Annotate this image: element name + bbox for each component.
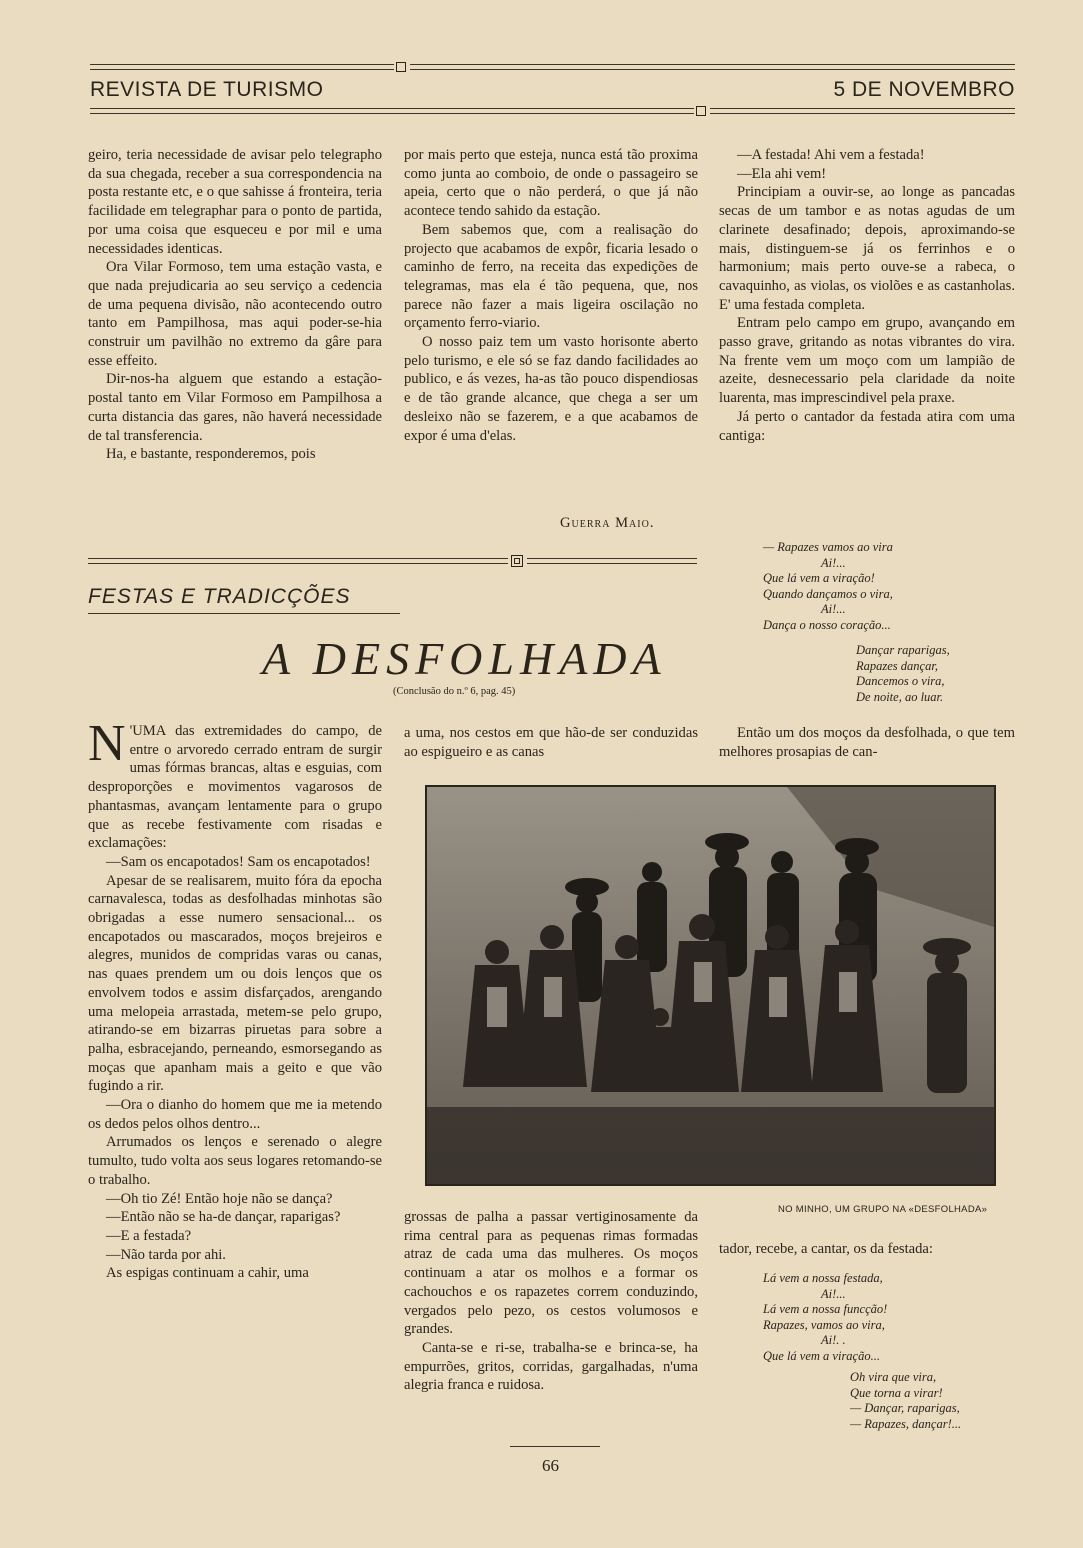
section-divider-left [88, 558, 508, 564]
song-verse-4 [850, 1370, 1020, 1432]
paragraph: Apesar de se realisarem, muito fóra da epocha carnavalesca, todas as desfolhadas minhotas são obrigadas a esse numero sensacional... os encapotados ou mascarados, moços brejeiros e alegres, munidos de compridas varas ou canas, nas quaes prendem um ou dois lenços que os envolvem todos e assim disfarçados, arengando uma melopeia arrastada, metem-se pelo grupo, atirando-se em bizarras piruetas para sobre a palha, esbracejando, perneando, esmorsegando as moças que apanham mais a geito e que vão fugindo a rir. [88, 872, 382, 1095]
footer-rule [510, 1446, 600, 1447]
paragraph: Bem sabemos que, com a realisação do projecto que acabamos de expôr, ficaria lesado o caminho de ferro, na receita das expedições de telegramas, mas ela é tão pequena, que, nos parece não fazer a mais ligeira oscilação no orçamento ferro-viario. [404, 221, 698, 332]
verse-line: — Dançar, raparigas, [850, 1401, 960, 1415]
paragraph: —Então não se ha-de dançar, raparigas? [106, 1209, 341, 1226]
paragraph: a uma, nos cestos em que hão-de ser conduzidas ao espigueiro e as canas [404, 725, 698, 760]
verse-line: Rapazes, vamos ao vira, [763, 1317, 885, 1332]
page-number: 66 [542, 1456, 559, 1475]
paragraph-text: 'UMA das extremidades do campo, de entre o arvoredo cerrado entram de surgir umas fórmas brancas, altas e esguias, com desproporções e movimentos vagarosos de phantasmas, avançam lentamente para o grupo que as recebe festivamente com risadas e exclamações: [88, 723, 382, 852]
song-verse-1 [763, 540, 943, 633]
header-rule-bottom-right [710, 108, 1015, 114]
section-label: FESTAS E TRADICÇÕES [88, 585, 351, 608]
paragraph: —Ela ahi vem! [737, 165, 827, 182]
verse-line: — Rapazes, dançar!... [850, 1416, 962, 1431]
paragraph: —Sam os encapotados! Sam os encapotados! [106, 853, 371, 870]
paragraph: Dir-nos-ha alguem que estando a estação-postal tanto em Vilar Formoso em Pampilhosa a curta distancia das gares, não haverá necessidade de tal transferencia. [88, 371, 382, 444]
verse-line: Lá vem a nossa funcção! [763, 1302, 888, 1316]
header-rule-left [90, 64, 394, 70]
paragraph: —E a festada? [106, 1227, 192, 1244]
paragraph: —Não tarda por ahi. [106, 1246, 226, 1263]
verse-line: De noite, ao luar. [856, 689, 944, 704]
verse-line: Ai!... [821, 555, 846, 570]
main-article-column-3-bottom [719, 1240, 1015, 1259]
top-article-column-3 [719, 146, 1015, 445]
verse-line: Ai!. . [821, 1333, 846, 1347]
header-rule-bottom-left [90, 108, 694, 114]
paragraph: Arrumados os lenços e serenado o alegre tumulto, tudo volta aos seus logares retomando-se o trabalho. [88, 1134, 382, 1188]
verse-line: Ai!... [821, 1286, 846, 1301]
paragraph: Entram pelo campo em grupo, avançando em passo grave, gritando as notas vibrantes do vira. Na frente vem um moço com um lampião de azeite, desnecessario pela claridade da noite luarenta, mas imprescindivel pela praxe. [719, 315, 1015, 407]
author-signature: Guerra Maio. [560, 515, 655, 531]
verse-line: Dançar raparigas, [856, 643, 950, 657]
verse-line: — Rapazes vamos ao vira [763, 540, 893, 554]
paragraph: grossas de palha a passar vertiginosamente da rima central para as pequenas rimas formadas atraz de cada uma das mulheres. Os moços continuam a atar os molhos e a formar os cachouchos e os rapazetes correm conduzindo, vergados pelo pezo, os cestos volumosos e grandes. [404, 1209, 698, 1338]
ornament-square [511, 555, 523, 567]
verse-line: Rapazes dançar, [856, 658, 938, 673]
paragraph: geiro, teria necessidade de avisar pelo telegrapho da sua chegada, receber a sua correspondencia na posta restante etc, e o que sahisse á fronteira, teria facilidade em telegraphar para o ponto de partida, por uma coisa que esqueceu e por mil e uma necessidades identicas. [88, 147, 382, 257]
publication-title: REVISTA DE TURISMO [90, 78, 324, 101]
paragraph: Ora Vilar Formoso, tem uma estação vasta, e que nada prejudicaria ao seu serviço a cedencia de uma pequena divisão, não acontecendo outro tanto em Pampilhosa, mas aqui poder-se-hia construir um pavilhão no extremo da gâre para esse effeito. [88, 259, 382, 369]
opening-paragraph [88, 715, 382, 853]
main-article-column-3-top [719, 724, 1015, 761]
top-article-column-2 [404, 146, 698, 445]
continuation-note: (Conclusão do n.º 6, pag. 45) [393, 686, 516, 697]
section-label-underline [88, 613, 400, 614]
verse-line: Dança o nosso coração... [763, 617, 891, 632]
paragraph: —Oh tio Zé! Então hoje não se dança? [106, 1190, 333, 1207]
verse-line: Dancemos o vira, [856, 674, 945, 688]
paragraph: Já perto o cantador da festada atira com uma cantiga: [719, 408, 1015, 444]
photo-caption: NO MINHO, UM GRUPO NA «DESFOLHADA» [778, 1204, 988, 1215]
main-article-column-2-bottom [404, 1208, 698, 1395]
header-rule-right [410, 64, 1015, 70]
verse-line: Ai!... [821, 602, 846, 616]
main-article-column-1 [88, 715, 382, 1283]
paragraph: Principiam a ouvir-se, ao longe as pancadas secas de um tambor e as notas agudas de um clarinete desafinado; depois, aproximando-se mais, distinguem-se já os ferrinhos e o harmonium; mais perto ouve-se a rabeca, o cavaquinho, as violas, os violões e as castanholas. E' uma festada completa. [719, 184, 1015, 313]
main-article-column-2-top [404, 724, 698, 761]
ornament-square [396, 62, 406, 72]
paragraph: Canta-se e ri-se, trabalha-se e brinca-se, ha empurrões, gritos, corridas, gargalhadas, n'uma alegria franca e ruidosa. [404, 1339, 698, 1394]
song-verse-2 [856, 643, 996, 705]
paragraph: —A festada! Ahi vem a festada! [737, 147, 925, 163]
verse-line: Quando dançamos o vira, [763, 586, 893, 601]
drop-cap: N [88, 715, 126, 772]
group-photograph [425, 785, 996, 1186]
paragraph: —Ora o dianho do homem que me ia metendo os dedos pelos olhos dentro... [88, 1097, 382, 1132]
verse-line: Oh vira que vira, [850, 1370, 937, 1384]
verse-line: Que lá vem a viração! [763, 571, 875, 585]
verse-line: Lá vem a nossa festada, [763, 1271, 883, 1285]
paragraph: Ha, e bastante, responderemos, pois [106, 446, 316, 463]
issue-date: 5 DE NOVEMBRO [833, 78, 1015, 101]
verse-line: Que lá vem a viração... [763, 1348, 880, 1363]
paragraph: tador, recebe, a cantar, os da festada: [719, 1241, 933, 1257]
top-article-column-1 [88, 146, 382, 464]
verse-line: Que torna a virar! [850, 1385, 943, 1400]
paragraph: As espigas continuam a cahir, uma [106, 1265, 309, 1282]
ornament-square [696, 106, 706, 116]
section-divider-right [527, 558, 697, 564]
photograph-illustration [427, 787, 994, 1184]
song-verse-3 [763, 1271, 963, 1364]
paragraph: por mais perto que esteja, nunca está tão proxima como junta ao comboio, de onde o passageiro se apeia, certo que o não perderá, o que já não acontece tendo sahido da estação. [404, 147, 698, 220]
paragraph: O nosso paiz tem um vasto horisonte aberto pelo turismo, e ele só se faz dando facilidades ao publico, e ás vezes, ha-as tão pouco dispendiosas e de tão grande alcance, que chega a ser um desleixo não se fazerem, e a que acabamos de expor é uma d'elas. [404, 334, 698, 444]
article-title: A DESFOLHADA [262, 633, 667, 684]
paragraph: Então um dos moços da desfolhada, o que tem melhores prosapias de can- [719, 725, 1015, 760]
